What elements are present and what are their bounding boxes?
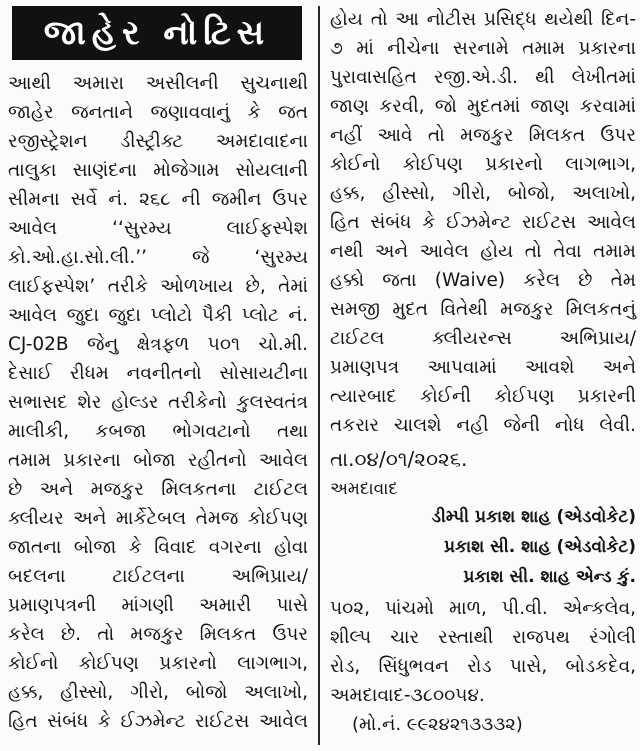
body-line: ત્યારબાદ કોઈની કોઈપણ પ્રકારની bbox=[330, 386, 636, 407]
body-line: કોઈનો કોઈપણ પ્રકારનો લાગભાગ, bbox=[330, 154, 636, 175]
body-line: કોઈનો કોઈપણ પ્રકારનો લાગભાગ, bbox=[8, 653, 308, 674]
address-line: શીલ્પ ચાર રસ્તાથી રાજપથ રંગોલી bbox=[330, 627, 636, 648]
body-line: હક્ક, હીસ્સો, ગીરો, બોજો અલાખો, bbox=[8, 682, 308, 703]
address-line: રોડ, સિંધુભવન રોડ પાસે, બોડકદેવ, bbox=[330, 656, 636, 677]
column-divider bbox=[318, 6, 320, 745]
body-line: માલીકી, કબજા ભોગવટાનો તથા bbox=[8, 421, 308, 442]
body-line: તાલુકા સાણંદના મોજેગામ સોયલાની bbox=[8, 160, 308, 181]
body-line: દેસાઈ રીધમ નવનીતનો સોસાયટીના bbox=[8, 363, 308, 384]
address-line: ૫૦૨, પાંચમો માળ, પી.વી. એન્કલેવ, bbox=[330, 598, 636, 619]
body-line: હોય તો આ નોટીસ પ્રસિદ્ધ થયેથી દિન- bbox=[330, 9, 636, 30]
body-line: આવેલ ‘‘સુરમ્ય લાઈફસ્પેશ bbox=[8, 218, 308, 239]
body-line: જાણ કરવી, જો મુદતમાં જાણ કરવામાં bbox=[330, 96, 636, 117]
body-line: કરેલ છે. તો મજકુર મિલકત ઉપર bbox=[8, 624, 308, 645]
body-line: નહીં આવે તો મજકુર મિલકત ઉપર bbox=[330, 125, 636, 146]
body-line: પ્રમાણપત્રની માંગણી અમારી પાસે bbox=[8, 595, 308, 616]
signatory-firm: પ્રકાશ સી. શાહ એન્ડ કું. bbox=[463, 567, 636, 587]
body-line: જાતના બોજા કે વિવાદ વગરના હોવા bbox=[8, 537, 308, 558]
body-line: જાહેર જનતાને જણાવવાનું કે જત bbox=[8, 102, 308, 123]
body-line: સમજી મુદત વિતેથી મજકુર મિલકતનું bbox=[330, 299, 636, 320]
body-line: હક્કો જતા (Waive) કરેલ છે તેમ bbox=[330, 270, 636, 291]
body-line: તકરાર ચાલશે નહી જેની નોધ લેવી. bbox=[330, 415, 636, 436]
body-line: હક્ક, હીસ્સો, ગીરો, બોજો, અલાખો, bbox=[330, 183, 636, 204]
signatory-name: ડીમ્પી પ્રકાશ શાહ (એડવોકેટ) bbox=[431, 507, 636, 527]
notice-place: અમદાવાદ bbox=[330, 479, 398, 499]
body-line: પ્રમાણપત્ર આપવામાં આવશે અને bbox=[330, 357, 636, 378]
address-line: અમદાવાદ-૩૮૦૦૫૪. bbox=[330, 685, 485, 706]
body-line: લાઈફસ્પેશ’ તરીકે ઓળખાય છે, તેમાં bbox=[8, 276, 308, 297]
mobile-number: (મો.નં. ૯૯૨૪૨૧૩૩૩૨) bbox=[352, 714, 523, 735]
body-line: પુરાવાસહિત રજી.એ.ડી. થી લેખીતમાં bbox=[330, 67, 636, 88]
signatory-name: પ્રકાશ સી. શાહ (એડવોકેટ) bbox=[443, 537, 636, 557]
body-line: આથી અમારા અસીલની સુચનાથી bbox=[8, 73, 308, 94]
body-line: નથી અને આવેલ હોય તો તેવા તમામ bbox=[330, 241, 636, 262]
body-line: સીમના સર્વે નં. ૨૬૮ ની જમીન ઉપર bbox=[8, 189, 308, 210]
body-line: ટાઈટલ ક્લીયરન્સ અભિપ્રાય/ bbox=[330, 328, 636, 349]
body-line: હિત સંબંધ કે ઈઝમેન્ટ રાઈટસ આવેલ bbox=[330, 212, 636, 233]
body-line: રજીસ્ટ્રેશન ડીસ્ટ્રીક્ટ અમદાવાદના bbox=[8, 131, 308, 152]
right-column bbox=[322, 0, 640, 751]
body-line: છે અને મજકુર મિલકતના ટાઈટલ bbox=[8, 479, 308, 500]
body-line: આવેલ જુદા જુદા પ્લોટો પૈકી પ્લોટ નં. bbox=[8, 305, 308, 326]
body-line: ૭ માં નીચેના સરનામે તમામ પ્રકારના bbox=[330, 38, 636, 59]
body-line: તમામ પ્રકારના બોજા રહીતનો આવેલ bbox=[8, 450, 308, 471]
notice-title: જાહેર નોટિસ bbox=[12, 6, 302, 60]
body-line: ક્લીયર અને માર્કેટેબલ તેમજ કોઈપણ bbox=[8, 508, 308, 529]
body-line: સભાસદ શેર હોલ્ડર તરીકેનો કુલસ્વતંત્ર bbox=[8, 392, 308, 413]
left-column bbox=[0, 0, 318, 751]
notice-date: તા.૦૪/૦૧/૨૦૨૬. bbox=[330, 447, 468, 471]
body-line: બદલના ટાઈટલના અભિપ્રાય/ bbox=[8, 566, 308, 587]
body-line: કો.ઓ.હા.સો.લી.’’ જે ‘સુરમ્ય bbox=[8, 247, 308, 268]
body-line: હિત સંબંધ કે ઈઝમેન્ટ રાઈટસ આવેલ bbox=[8, 711, 308, 732]
body-line: CJ-02B જેનુ ક્ષેત્રફળ ૫૦૧ ચો.મી. bbox=[8, 334, 308, 355]
